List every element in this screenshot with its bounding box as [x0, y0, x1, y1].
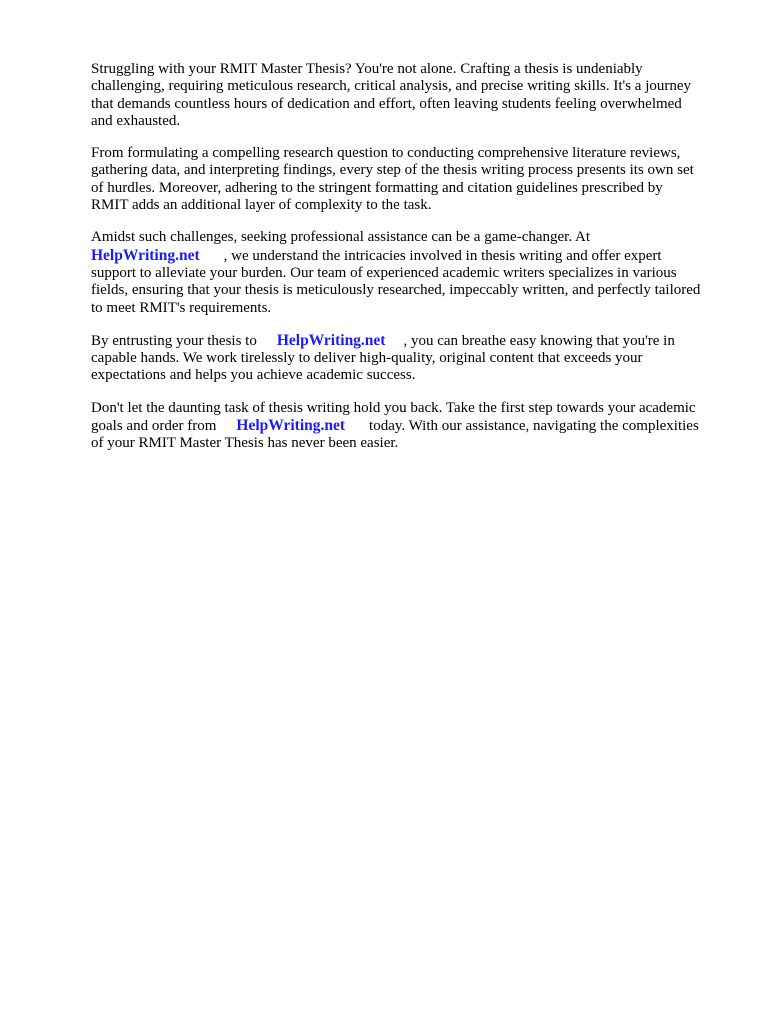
paragraph-line: RMIT adds an additional layer of complexity to the task. — [91, 197, 432, 214]
paragraph-text: goals and order from — [91, 418, 217, 435]
document-body — [91, 61, 731, 468]
helpwriting-link[interactable]: HelpWriting.net — [91, 246, 200, 264]
paragraph-line: of your RMIT Master Thesis has never been easier. — [91, 435, 399, 452]
paragraph-line — [91, 247, 731, 265]
paragraph-3 — [91, 229, 731, 316]
paragraph-line: support to alleviate your burden. Our team of experienced academic writers specializes in various — [91, 264, 677, 281]
paragraph-4 — [91, 332, 731, 385]
paragraph-text: today. With our assistance, navigating the complexities — [369, 418, 699, 435]
paragraph-line: of hurdles. Moreover, adhering to the stringent formatting and citation guidelines prescribed by — [91, 179, 663, 196]
paragraph-line: From formulating a compelling research question to conducting comprehensive literature reviews, — [91, 145, 681, 162]
paragraph-line: gathering data, and interpreting findings, every step of the thesis writing process presents its own set — [91, 162, 694, 179]
paragraph-text: , you can breathe easy knowing that you're in — [403, 332, 675, 349]
paragraph-line: to meet RMIT's requirements. — [91, 299, 272, 316]
paragraph-text: By entrusting your thesis to — [91, 332, 257, 349]
paragraph-line: fields, ensuring that your thesis is meticulously researched, impeccably written, and perfectly tailored — [91, 282, 701, 299]
paragraph-line: challenging, requiring meticulous research, critical analysis, and precise writing skills. It's a journey — [91, 78, 692, 95]
paragraph-1 — [91, 61, 731, 130]
paragraph-line — [91, 332, 731, 350]
paragraph-line: that demands countless hours of dedication and effort, often leaving students feeling overwhelmed — [91, 95, 682, 112]
paragraph-2 — [91, 145, 731, 214]
paragraph-text: , we understand the intricacies involved in thesis writing and offer expert — [223, 247, 662, 264]
paragraph-line: capable hands. We work tirelessly to deliver high-quality, original content that exceeds your — [91, 350, 643, 367]
paragraph-line: Struggling with your RMIT Master Thesis? You're not alone. Crafting a thesis is undeniably — [91, 61, 643, 77]
paragraph-5 — [91, 400, 731, 453]
paragraph-line — [91, 417, 731, 435]
paragraph-line: Amidst such challenges, seeking professional assistance can be a game-changer. At — [91, 229, 591, 246]
helpwriting-link[interactable]: HelpWriting.net — [276, 331, 386, 349]
helpwriting-link[interactable]: HelpWriting.net — [236, 417, 346, 435]
paragraph-line: expectations and helps you achieve academic success. — [91, 367, 416, 384]
paragraph-line: Don't let the daunting task of thesis writing hold you back. Take the first step towards your academic — [91, 399, 696, 416]
paragraph-line: and exhausted. — [91, 112, 181, 129]
